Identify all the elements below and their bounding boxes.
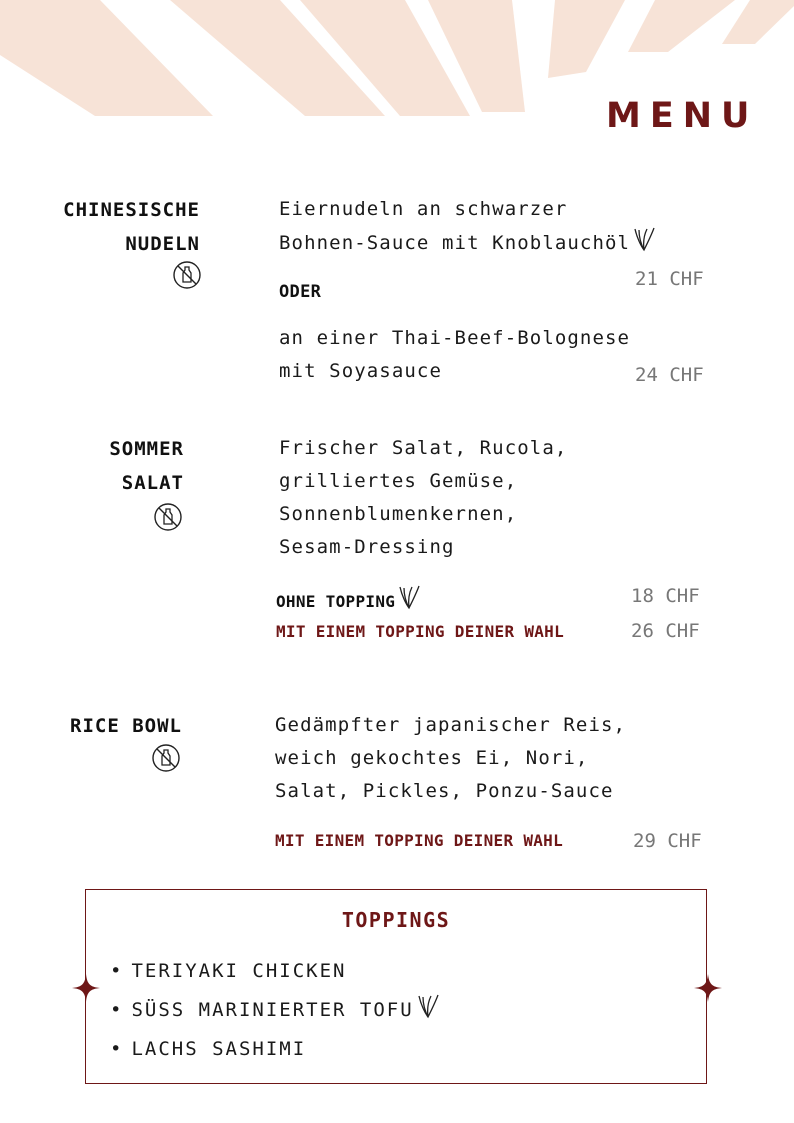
vegan-leaf-icon xyxy=(416,993,440,1019)
dish-description: Gedämpfter japanischer Reis, weich gekochtes Ei, Nori, Salat, Pickles, Ponzu-Sauce xyxy=(275,714,627,802)
toppings-title: TOPPINGS xyxy=(341,908,451,932)
no-bottle-icon xyxy=(151,743,181,773)
list-item: • SÜSS MARINIERTER TOFU xyxy=(110,991,440,1030)
price: 21 CHF xyxy=(635,268,704,290)
toppings-list xyxy=(110,952,440,1069)
price: 18 CHF xyxy=(631,585,700,607)
dish-description: Frischer Salat, Rucola, grilliertes Gemüse, Sonnenblumenkernen, Sesam-Dressing xyxy=(279,437,568,558)
dish-description: an einer Thai-Beef-Bolognese mit Soyasauce xyxy=(279,327,631,382)
variant-label: MIT EINEM TOPPING DEINER WAHL xyxy=(275,831,564,850)
page-title: MENU xyxy=(606,96,759,136)
dish-name-chinesische-nudeln: CHINESISCHE NUDELN xyxy=(63,199,200,255)
toppings-box xyxy=(85,889,707,1084)
vegan-leaf-icon xyxy=(397,584,421,610)
price: 26 CHF xyxy=(631,620,700,642)
price: 24 CHF xyxy=(635,364,704,386)
list-item: • LACHS SASHIMI xyxy=(110,1030,440,1069)
dish-name-rice-bowl: RICE BOWL xyxy=(70,715,182,737)
price: 29 CHF xyxy=(633,830,702,852)
sparkle-star-icon xyxy=(72,974,100,1002)
list-item: • TERIYAKI CHICKEN xyxy=(110,952,440,991)
vegan-leaf-icon xyxy=(632,226,656,252)
no-bottle-icon xyxy=(172,260,202,290)
dish-description: Eiernudeln an schwarzer Bohnen-Sauce mit Knoblauchöl xyxy=(279,193,656,260)
no-bottle-icon xyxy=(153,502,183,532)
option-separator: ODER xyxy=(279,282,322,302)
variant-label: OHNE TOPPING xyxy=(276,584,421,611)
dish-name-sommer-salat: SOMMER SALAT xyxy=(109,438,184,494)
sparkle-star-icon xyxy=(694,974,722,1002)
variant-label: MIT EINEM TOPPING DEINER WAHL xyxy=(276,622,565,641)
